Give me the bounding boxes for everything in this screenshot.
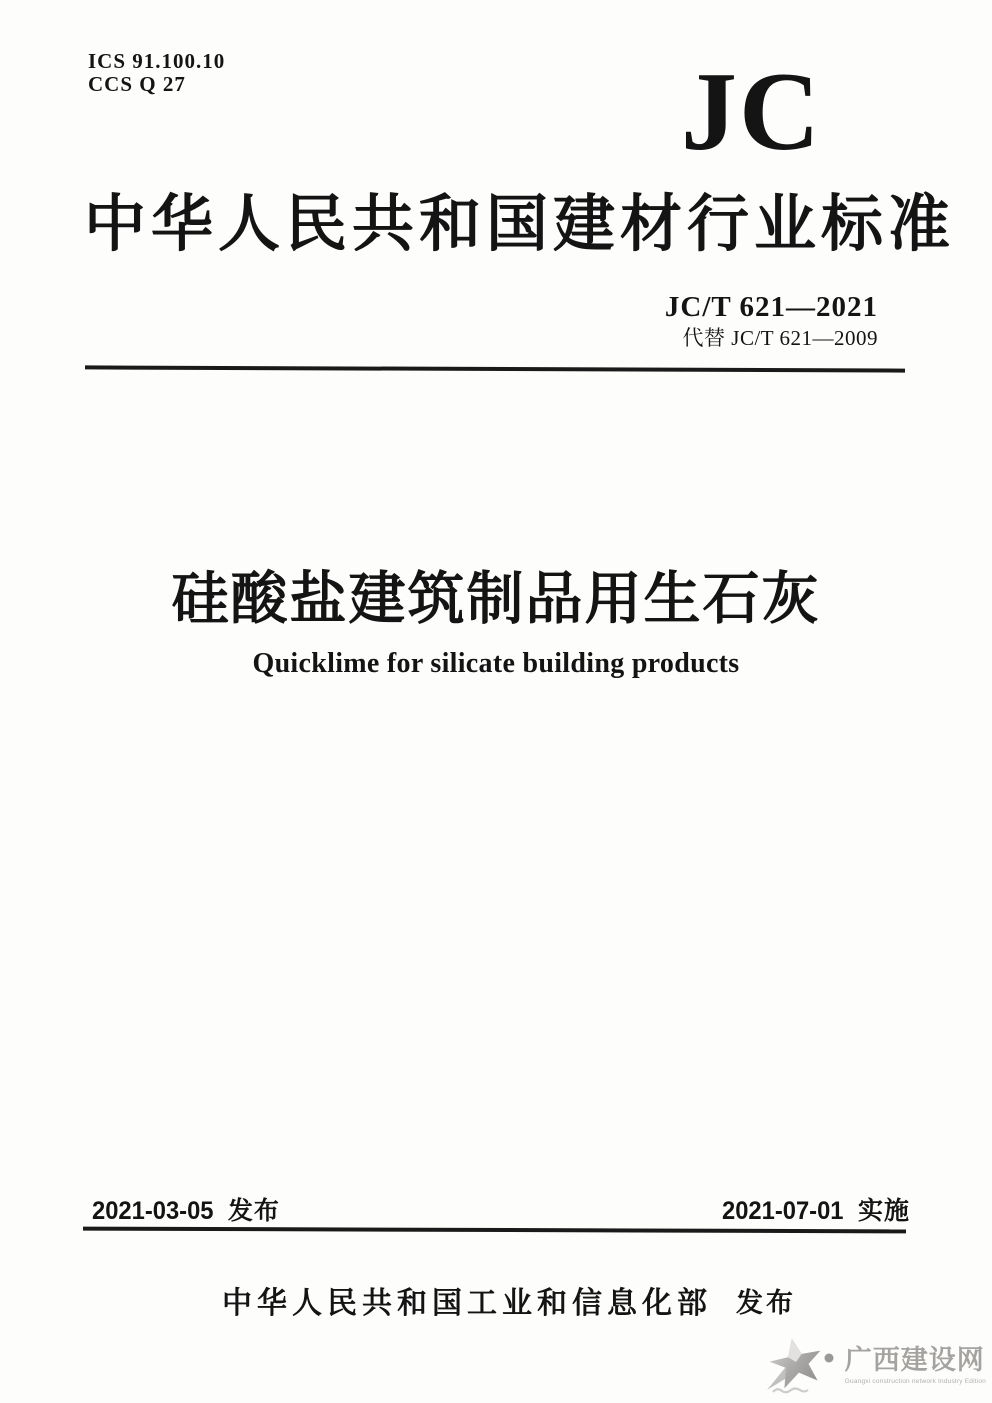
watermark-subtitle: Guangxi construction network Industry Edition bbox=[844, 1377, 986, 1385]
issue-date-label: 发布 bbox=[227, 1197, 280, 1225]
bottom-rule bbox=[83, 1227, 906, 1234]
watermark-text bbox=[845, 1346, 986, 1385]
star-logo-icon bbox=[763, 1336, 841, 1398]
implementation-date bbox=[722, 1191, 910, 1227]
document-title-en: Quicklime for silicate building products bbox=[252, 648, 740, 679]
publisher-name: 中华人民共和国工业和信息化部 bbox=[222, 1287, 712, 1320]
dates-row bbox=[92, 1191, 910, 1227]
watermark-name: 广西建设网 bbox=[844, 1345, 985, 1375]
implementation-date-value: 2021-07-01 bbox=[722, 1197, 844, 1225]
standard-number: JC/T 621—2021 bbox=[664, 291, 878, 323]
issue-date bbox=[92, 1191, 280, 1227]
publisher-row bbox=[222, 1278, 796, 1322]
publish-label: 发布 bbox=[736, 1287, 796, 1318]
classification-codes bbox=[88, 50, 225, 96]
standard-number-block bbox=[665, 292, 878, 349]
top-rule bbox=[85, 365, 905, 372]
issue-date-value: 2021-03-05 bbox=[92, 1197, 214, 1225]
ccs-code: CCS Q 27 bbox=[88, 72, 186, 96]
implementation-date-label: 实施 bbox=[857, 1197, 910, 1225]
ics-code: ICS 91.100.10 bbox=[88, 49, 226, 73]
jc-logo: JC bbox=[681, 50, 822, 174]
replaces-note: 代替 JC/T 621—2009 bbox=[682, 326, 878, 351]
standard-type-title: 中华人民共和国建材行业标准 bbox=[84, 191, 956, 259]
document-title-zh: 硅酸盐建筑制品用生石灰 bbox=[171, 567, 821, 631]
watermark bbox=[763, 1336, 986, 1398]
